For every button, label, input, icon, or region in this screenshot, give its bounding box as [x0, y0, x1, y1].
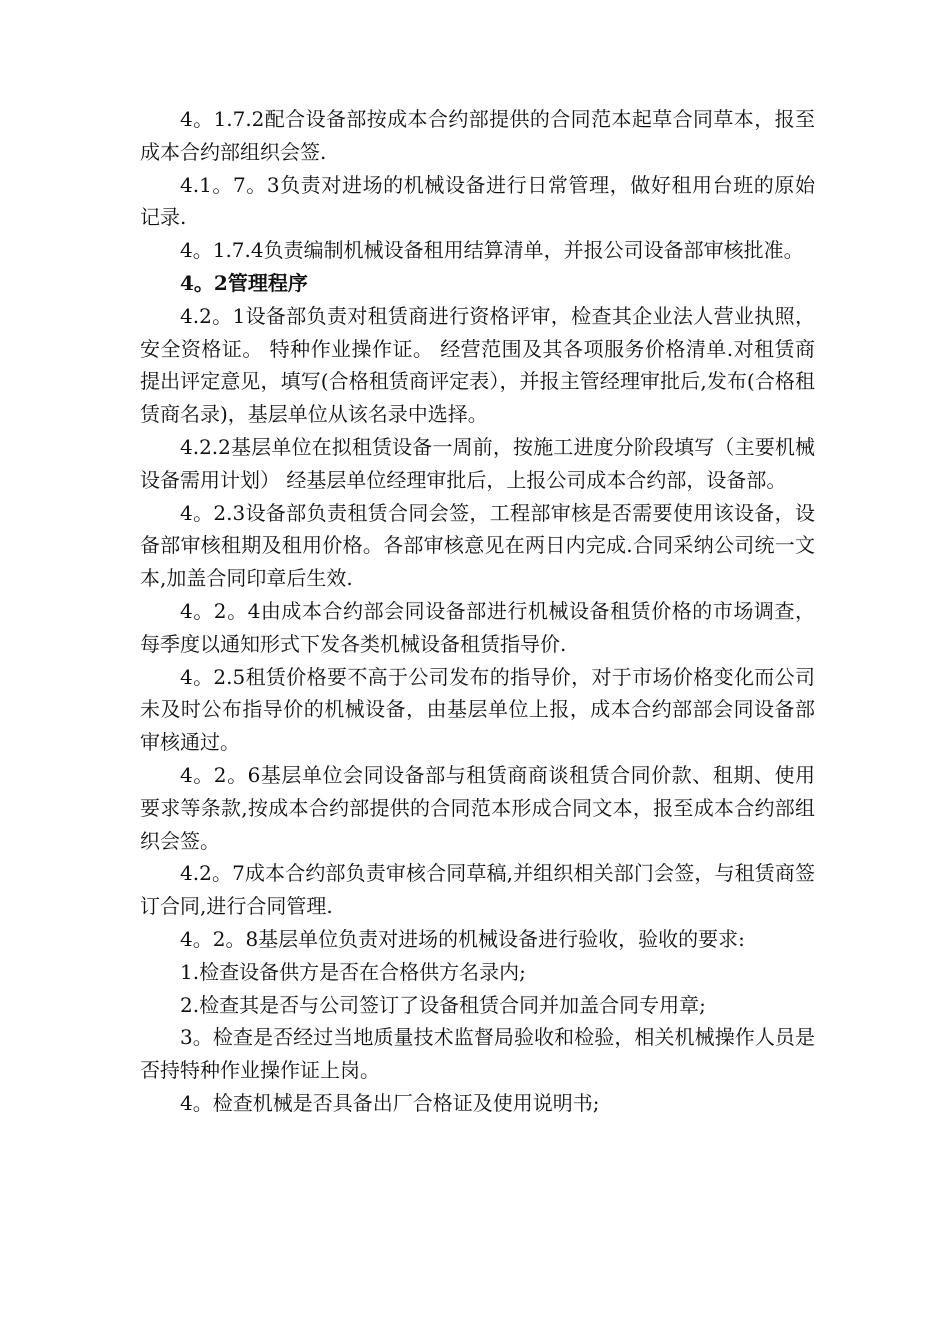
- paragraph-4-2-3: 4。2.3设备部负责租赁合同会签，工程部审核是否需要使用该设备，设备部审核租期及租用价格。各部审核意见在两日内完成.合同采纳公司统一文本,加盖合同印章后生效.: [140, 500, 815, 591]
- paragraph-4-2-1: 4.2。1设备部负责对租赁商进行资格评审，检查其企业法人营业执照，安全资格证。 特种作业操作证。 经营范围及其各项服务价格清单.对租赁商提出评定意见，填写(合格租赁商评定表），并报主管经理审批后,发布(合格租赁商名录)，基层单位从该名录中选择。: [140, 303, 815, 427]
- paragraph-4-1-7-3: 4.1。7。3负责对进场的机械设备进行日常管理，做好租用台班的原始记录.: [140, 172, 815, 230]
- paragraph-4-2-4: 4。2。4由成本合约部会同设备部进行机械设备租赁价格的市场调查，每季度以通知形式下发各类机械设备租赁指导价.: [140, 598, 815, 656]
- paragraph-4-1-7-2: 4。1.7.2配合设备部按成本合约部提供的合同范本起草合同草本，报至成本合约部组织会签.: [140, 107, 815, 164]
- checklist-item-3: 3。检查是否经过当地质量技术监督局验收和检验，相关机械操作人员是否持特种作业操作证上岗。: [140, 1025, 815, 1083]
- checklist-item-2: 2.检查其是否与公司签订了设备租赁合同并加盖合同专用章;: [180, 992, 706, 1017]
- paragraph-4-2-6: 4。2。6基层单位会同设备部与租赁商商谈租赁合同价款、租期、使用要求等条款,按成本合约部提供的合同范本形成合同文本，报至成本合约部组织会签。: [140, 762, 815, 853]
- paragraph-4-2-5: 4。2.5租赁价格要不高于公司发布的指导价，对于市场价格变化而公司未及时公布指导价的机械设备，由基层单位上报，成本合约部部会同设备部审核通过。: [140, 664, 815, 755]
- paragraph-4-2-7: 4.2。7成本合约部负责审核合同草稿,并组织相关部门会签，与租赁商签订合同,进行合同管理.: [140, 861, 815, 919]
- paragraph-4-1-7-4: 4。1.7.4负责编制机械设备租用结算清单，并报公司设备部审核批准。: [180, 238, 804, 263]
- checklist-item-4: 4。检查机械是否具备出厂合格证及使用说明书;: [180, 1090, 600, 1115]
- section-heading-4-2: 4。2管理程序: [180, 270, 308, 295]
- checklist-item-1: 1.检查设备供方是否在合格供方名录内;: [180, 959, 526, 984]
- paragraph-4-2-2: 4.2.2基层单位在拟租赁设备一周前，按施工进度分阶段填写（主要机械设备需用计划） 经基层单位经理审批后，上报公司成本合约部，设备部。: [140, 434, 815, 492]
- paragraph-4-2-8: 4。2。8基层单位负责对进场的机械设备进行验收，验收的要求:: [180, 926, 745, 951]
- document-page: [140, 103, 815, 1120]
